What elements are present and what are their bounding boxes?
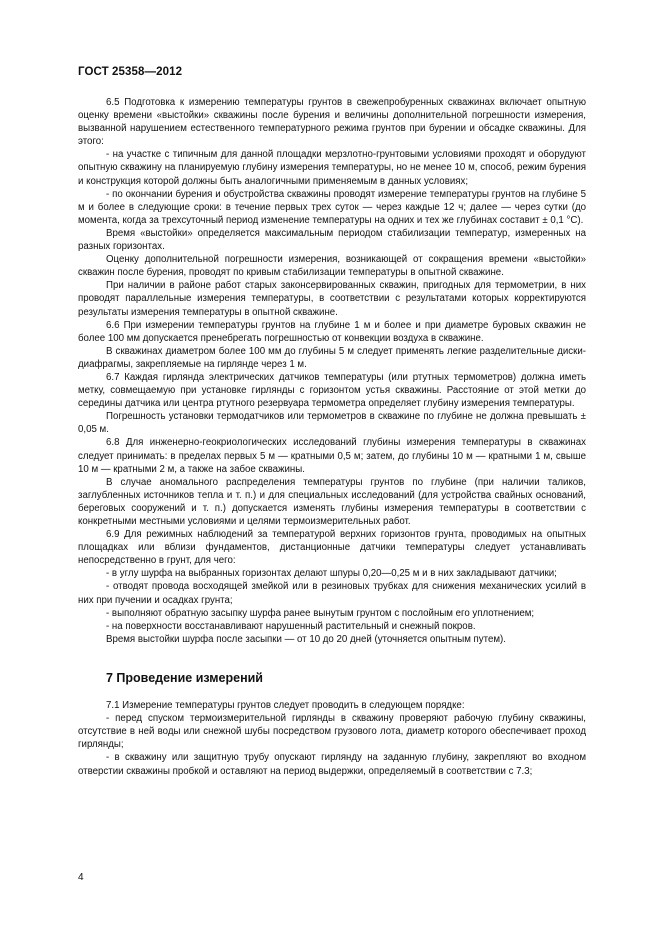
paragraph: 6.6 При измерении температуры грунтов на глубине 1 м и более и при диаметре буровых скважин не более 100 мм допускается пренебрегать погрешностью от конвекции воздуха в скважине. xyxy=(78,319,586,344)
paragraph: В случае аномального распределения температуры грунтов по глубине (при наличии таликов, заглубленных источников тепла и т. п.) и для специальных исследований (для устройства свайных оснований, береговых сооружений и т. п.) допускается изменять глубины измерения температуры в соответствии с конкретными местными условиями и целями термоизмерительных работ. xyxy=(78,476,586,527)
paragraph: Время выстойки шурфа после засыпки — от 10 до 20 дней (уточняется опытным путем). xyxy=(106,633,506,645)
paragraph: 6.9 Для режимных наблюдений за температурой верхних горизонтов грунта, проводимых на опытных площадках или вблизи фундаментов, дистанционные датчики температуры следует устанавливать непосредственно в грунт, для чего: xyxy=(78,529,586,567)
paragraph: Погрешность установки термодатчиков или термометров в скважине по глубине не должна превышать ± 0,05 м. xyxy=(78,411,586,436)
paragraph: - на участке с типичным для данной площадки мерзлотно-грунтовыми условиями проходят и оборудуют опытную скважину на планируемую глубину измерения температуры, но не менее 10 м, способ, режим бурения и конструкция которой должны быть аналогичными применяемым в данных условиях; xyxy=(78,149,586,187)
section-heading: 7 Проведение измерений xyxy=(106,670,263,685)
paragraph: 6.8 Для инженерно-геокриологических исследований глубины измерения температуры в скважинах следует принимать: в пределах первых 5 м — кратными 0,5 м; затем, до глубины 10 м — кратными 1 м, свыше 10 м — кратными 2 м, а также на забое скважины. xyxy=(78,437,586,475)
paragraph: Оценку дополнительной погрешности измерения, возникающей от сокращения времени «выстойки» скважин после бурения, проводят по кривым стабилизации температуры в опытной скважине. xyxy=(78,254,586,279)
paragraph: 6.7 Каждая гирлянда электрических датчиков температуры (или ртутных термометров) должна иметь метку, совмещаемую при установке гирлянды с горизонтом устья скважины. Расстояние от этой метки до середины датчика или центра ртутного резервуара термометра определяет глубину измерения температуры. xyxy=(78,371,586,410)
paragraph: - на поверхности восстанавливают нарушенный растительный и снежный покров. xyxy=(106,620,476,632)
paragraph: - выполняют обратную засыпку шурфа ранее вынутым грунтом с послойным его уплотнением; xyxy=(106,607,535,619)
page-number: 4 xyxy=(78,872,84,883)
paragraph: - в скважину или защитную трубу опускают гирлянду на заданную глубину, закрепляют во входном отверстии скважины пробкой и оставляют на период выдержки, определяемый в соответствии с 7.3; xyxy=(78,752,586,777)
paragraph: - по окончании бурения и обустройства скважины проводят измерение температуры грунтов на глубине 5 м и более в следующие сроки: в течение первых трех суток — через каждые 12 ч; далее — через сутки (до момента, когда за трехсуточный период изменение температуры на одних и тех же глубинах составит ± 0,1 °С). xyxy=(78,188,586,226)
page-body xyxy=(78,96,586,778)
paragraph: - отводят провода восходящей змейкой или в резиновых трубках для снижения механических усилий в них при пучении и осадках грунта; xyxy=(78,581,586,606)
paragraph: 6.5 Подготовка к измерению температуры грунтов в свежепробуренных скважинах включает опытную оценку времени «выстойки» скважины после бурения и величины дополнительной погрешности измерения, вызванной нарушением естественного температурного режима грунтов при бурении и обсадке скважины. Для этого: xyxy=(78,97,586,148)
paragraph: 7.1 Измерение температуры грунтов следует проводить в следующем порядке: xyxy=(106,700,465,712)
paragraph: В скважинах диаметром более 100 мм до глубины 5 м следует применять легкие разделительные диски-диафрагмы, закрепляемые на гирлянде через 1 м. xyxy=(78,345,586,370)
paragraph: - в углу шурфа на выбранных горизонтах делают шпуры 0,20—0,25 м и в них закладывают датчики; xyxy=(106,568,557,580)
paragraph: Время «выстойки» определяется максимальным периодом стабилизации температур, измеренных на разных горизонтах. xyxy=(78,227,586,253)
document-header: ГОСТ 25358—2012 xyxy=(78,66,183,78)
paragraph: При наличии в районе работ старых законсервированных скважин, пригодных для термометрии, в них проводят параллельные измерения температуры, в соответствии с результатами которых корректируются результаты измерения температуры в опытной скважине. xyxy=(78,280,586,318)
paragraph: - перед спуском термоизмерительной гирлянды в скважину проверяют рабочую глубину скважины, отсутствие в ней воды или снежной шубы посредством грузового лота, диаметр которого обеспечивает проход гирлянды; xyxy=(78,713,586,751)
